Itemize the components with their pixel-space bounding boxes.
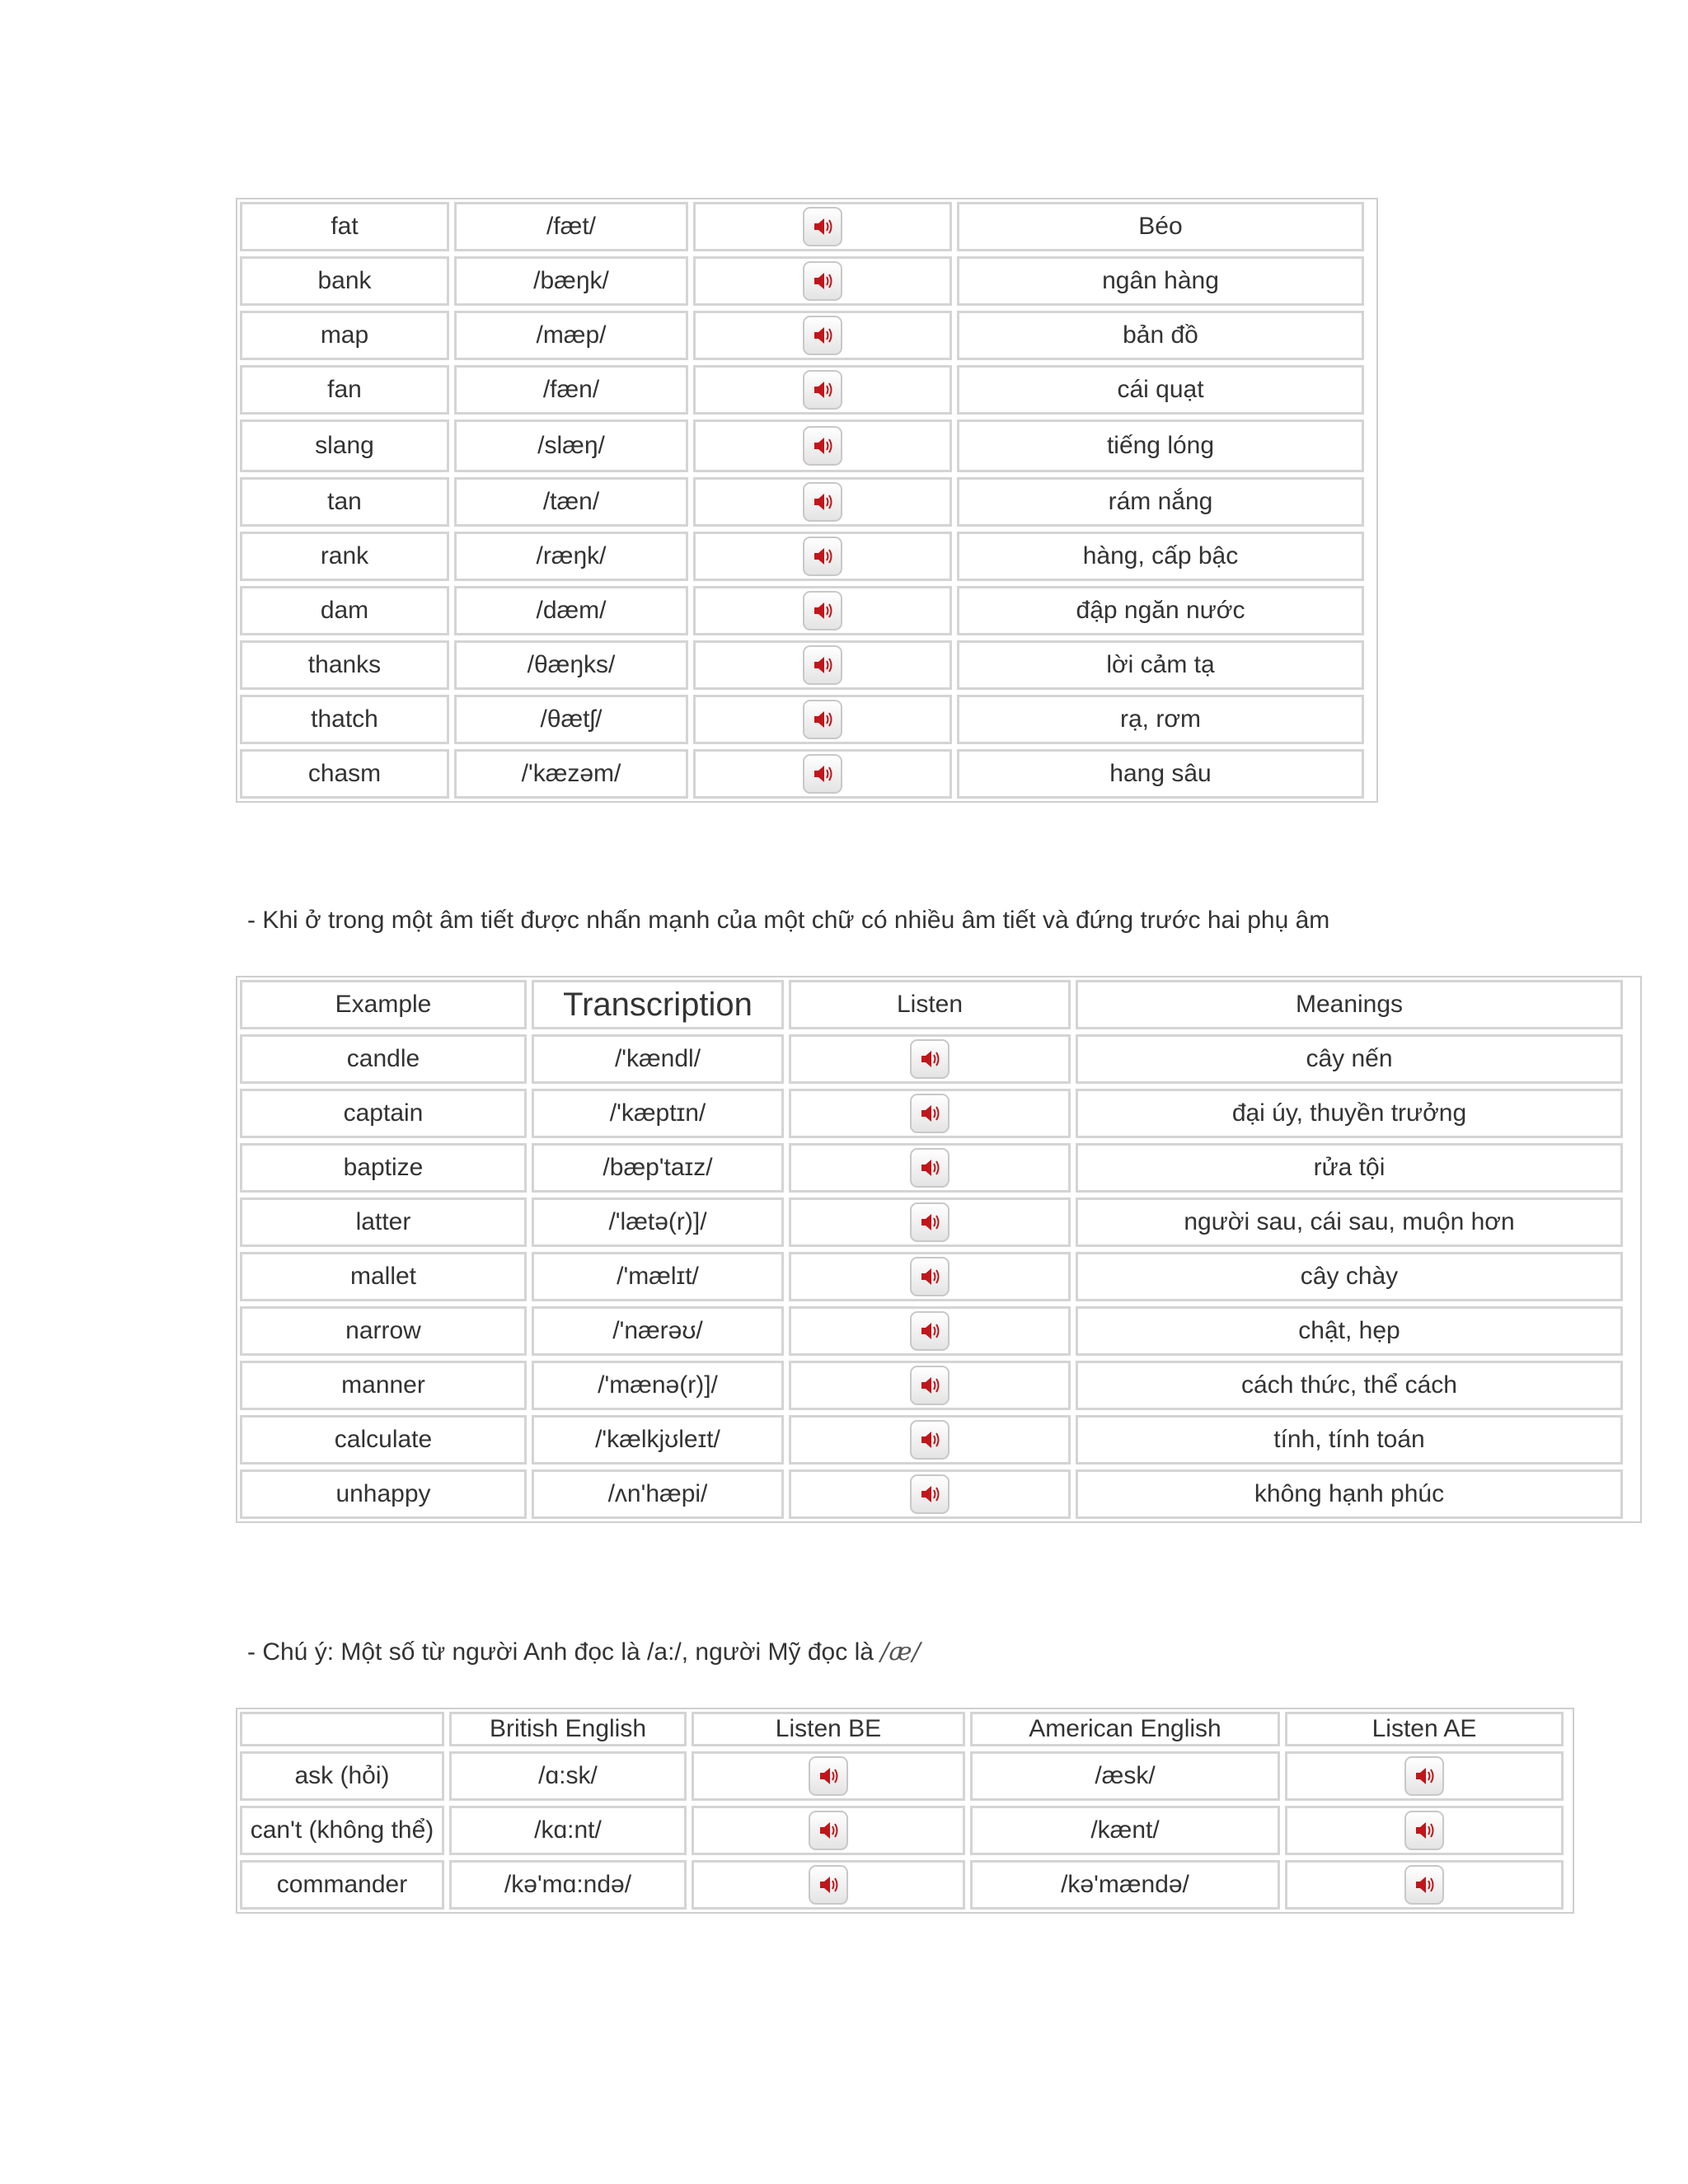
ipa-cell: /slæŋ/ (454, 419, 688, 472)
table-row (237, 583, 1376, 638)
listen-button[interactable] (803, 482, 842, 522)
note-text: - Khi ở trong một âm tiết được nhấn mạnh của một chữ có nhiều âm tiết và đứng trước hai phụ âm (247, 907, 1330, 934)
word-cell: ask (hỏi) (240, 1751, 444, 1801)
listen-button[interactable] (1404, 1865, 1444, 1905)
meaning-cell: cái quạt (957, 365, 1364, 415)
listen-button[interactable] (803, 591, 842, 630)
ipa-cell: /'nærəʊ/ (532, 1306, 784, 1356)
listen-button[interactable] (910, 1474, 950, 1514)
listen-button[interactable] (910, 1366, 950, 1405)
table-row (237, 1467, 1640, 1521)
listen-cell (789, 1034, 1071, 1084)
listen-cell (693, 749, 952, 799)
speaker-icon (809, 377, 836, 403)
listen-button[interactable] (1404, 1756, 1444, 1796)
header-example: Example (240, 980, 527, 1029)
word-cell: map (240, 311, 449, 360)
ipa-cell: /fæn/ (454, 365, 688, 415)
meaning-cell: cây chày (1076, 1252, 1623, 1301)
ipa-cell: /'mænə(r)]/ (532, 1361, 784, 1410)
listen-button[interactable] (803, 537, 842, 576)
meaning-cell: không hạnh phúc (1076, 1469, 1623, 1519)
note-ipa: /æ/ (880, 1638, 921, 1666)
ipa-cell: /θæŋks/ (454, 640, 688, 690)
ipa-cell: /θætʃ/ (454, 695, 688, 744)
table-row (237, 1086, 1640, 1141)
speaker-icon (809, 543, 836, 569)
meaning-cell: cây nến (1076, 1034, 1623, 1084)
ipa-cell: /fæt/ (454, 202, 688, 251)
listen-cell (789, 1252, 1071, 1301)
listen-cell (789, 1089, 1071, 1138)
listen-button[interactable] (1404, 1811, 1444, 1850)
table-row (237, 363, 1376, 417)
word-cell: mallet (240, 1252, 527, 1301)
listen-cell (789, 1361, 1071, 1410)
meaning-cell: chật, hẹp (1076, 1306, 1623, 1356)
listen-cell (693, 640, 952, 690)
speaker-icon (917, 1155, 943, 1181)
listen-cell (789, 1469, 1071, 1519)
table-row (237, 692, 1376, 747)
ipa-cell: /bæp'taɪz/ (532, 1143, 784, 1193)
speaker-icon (809, 322, 836, 349)
word-cell: slang (240, 419, 449, 472)
listen-button[interactable] (803, 754, 842, 794)
speaker-icon (917, 1263, 943, 1290)
word-cell: thatch (240, 695, 449, 744)
speaker-icon (917, 1318, 943, 1344)
listen-cell (693, 586, 952, 635)
meaning-cell: người sau, cái sau, muộn hơn (1076, 1197, 1623, 1247)
listen-button[interactable] (910, 1311, 950, 1351)
listen-ae-cell (1285, 1860, 1564, 1910)
ipa-cell: /'kælkjʊleɪt/ (532, 1415, 784, 1465)
header-listen-be: Listen BE (692, 1712, 965, 1746)
ipa-cell: /'kæptɪn/ (532, 1089, 784, 1138)
american-ipa-cell: /æsk/ (970, 1751, 1280, 1801)
table-row (237, 1749, 1573, 1803)
meaning-cell: rửa tội (1076, 1143, 1623, 1193)
header-transcription: Transcription (532, 980, 784, 1029)
table-row (237, 638, 1376, 692)
word-cell: manner (240, 1361, 527, 1410)
word-cell: fat (240, 202, 449, 251)
table-row (237, 1304, 1640, 1358)
meaning-cell: cách thức, thể cách (1076, 1361, 1623, 1410)
word-cell: chasm (240, 749, 449, 799)
word-cell: rank (240, 532, 449, 581)
ipa-cell: /tæn/ (454, 477, 688, 527)
speaker-icon (1411, 1763, 1437, 1789)
word-cell: captain (240, 1089, 527, 1138)
meaning-cell: hang sâu (957, 749, 1364, 799)
meaning-cell: đập ngăn nước (957, 586, 1364, 635)
word-cell: dam (240, 586, 449, 635)
listen-button[interactable] (809, 1811, 848, 1850)
word-cell: fan (240, 365, 449, 415)
word-cell: calculate (240, 1415, 527, 1465)
listen-cell (693, 477, 952, 527)
word-cell: thanks (240, 640, 449, 690)
ipa-cell: /dæm/ (454, 586, 688, 635)
note-text: - Chú ý: Một số từ người Anh đọc là /a:/, người Mỹ đọc là (247, 1638, 881, 1666)
ipa-cell: /ræŋk/ (454, 532, 688, 581)
listen-button[interactable] (910, 1148, 950, 1188)
listen-be-cell (692, 1751, 965, 1801)
speaker-icon (809, 652, 836, 678)
speaker-icon (917, 1100, 943, 1127)
listen-cell (693, 419, 952, 472)
listen-cell (693, 532, 952, 581)
word-cell: bank (240, 256, 449, 306)
table-row (237, 1803, 1573, 1858)
table-row (237, 747, 1376, 801)
listen-cell (693, 695, 952, 744)
word-cell: tan (240, 477, 449, 527)
listen-button[interactable] (803, 700, 842, 739)
table-row (237, 1358, 1640, 1413)
speaker-icon (809, 433, 836, 459)
speaker-icon (809, 213, 836, 240)
note-british-american (247, 1638, 921, 1666)
american-ipa-cell: /kænt/ (970, 1806, 1280, 1855)
listen-button[interactable] (803, 370, 842, 410)
listen-button[interactable] (910, 1257, 950, 1296)
listen-button[interactable] (803, 261, 842, 301)
header-listen-ae: Listen AE (1285, 1712, 1564, 1746)
ipa-cell: /'kæzəm/ (454, 749, 688, 799)
header-meanings: Meanings (1076, 980, 1623, 1029)
listen-button[interactable] (910, 1094, 950, 1133)
listen-cell (789, 1197, 1071, 1247)
table-row (237, 1032, 1640, 1086)
listen-button[interactable] (910, 1420, 950, 1460)
table-ae-short-words (236, 198, 1378, 803)
ipa-cell: /bæŋk/ (454, 256, 688, 306)
meaning-cell: hàng, cấp bậc (957, 532, 1364, 581)
meaning-cell: tiếng lóng (957, 419, 1364, 472)
listen-cell (789, 1143, 1071, 1193)
ipa-cell: /'lætə(r)]/ (532, 1197, 784, 1247)
speaker-icon (917, 1427, 943, 1453)
listen-button[interactable] (803, 645, 842, 685)
british-ipa-cell: /kə'mɑ:ndə/ (449, 1860, 687, 1910)
listen-cell (789, 1306, 1071, 1356)
ipa-cell: /'kændl/ (532, 1034, 784, 1084)
table-row (237, 475, 1376, 529)
word-cell: commander (240, 1860, 444, 1910)
speaker-icon (815, 1763, 842, 1789)
speaker-icon (1411, 1872, 1437, 1898)
word-cell: latter (240, 1197, 527, 1247)
table-row (237, 1249, 1640, 1304)
table-row (237, 254, 1376, 308)
ipa-cell: /mæp/ (454, 311, 688, 360)
speaker-icon (1411, 1817, 1437, 1844)
speaker-icon (917, 1046, 943, 1072)
speaker-icon (815, 1817, 842, 1844)
table-row (237, 1195, 1640, 1249)
header-british: British English (449, 1712, 687, 1746)
word-cell: candle (240, 1034, 527, 1084)
speaker-icon (917, 1209, 943, 1235)
table-row (237, 308, 1376, 363)
speaker-icon (917, 1372, 943, 1399)
listen-button[interactable] (809, 1756, 848, 1796)
note-stressed-syllable (247, 907, 1329, 935)
table-row (237, 529, 1376, 583)
ipa-cell: /ʌn'hæpi/ (532, 1469, 784, 1519)
header-listen: Listen (789, 980, 1071, 1029)
speaker-icon (809, 706, 836, 733)
american-ipa-cell: /kə'mændə/ (970, 1860, 1280, 1910)
header-american: American English (970, 1712, 1280, 1746)
meaning-cell: Béo (957, 202, 1364, 251)
meaning-cell: rạ, rơm (957, 695, 1364, 744)
table-row (237, 1413, 1640, 1467)
listen-be-cell (692, 1806, 965, 1855)
meaning-cell: đại úy, thuyền trưởng (1076, 1089, 1623, 1138)
word-cell: unhappy (240, 1469, 527, 1519)
word-cell: can't (không thể) (240, 1806, 444, 1855)
table-british-vs-american (236, 1708, 1574, 1914)
speaker-icon (815, 1872, 842, 1898)
meaning-cell: bản đồ (957, 311, 1364, 360)
speaker-icon (809, 598, 836, 624)
meaning-cell: ngân hàng (957, 256, 1364, 306)
listen-button[interactable] (910, 1202, 950, 1242)
british-ipa-cell: /kɑ:nt/ (449, 1806, 687, 1855)
listen-button[interactable] (803, 316, 842, 355)
speaker-icon (809, 268, 836, 294)
header-blank (240, 1712, 444, 1746)
listen-button[interactable] (803, 426, 842, 466)
listen-button[interactable] (803, 207, 842, 246)
listen-be-cell (692, 1860, 965, 1910)
table-row (237, 417, 1376, 475)
ipa-cell: /'mælɪt/ (532, 1252, 784, 1301)
table-header-row (237, 977, 1640, 1032)
listen-cell (693, 365, 952, 415)
table-stressed-syllable-words (236, 976, 1642, 1523)
listen-cell (693, 202, 952, 251)
speaker-icon (917, 1481, 943, 1507)
word-cell: narrow (240, 1306, 527, 1356)
table-row (237, 1141, 1640, 1195)
meaning-cell: rám nắng (957, 477, 1364, 527)
table-row (237, 1858, 1573, 1912)
listen-button[interactable] (910, 1039, 950, 1079)
listen-ae-cell (1285, 1751, 1564, 1801)
word-cell: baptize (240, 1143, 527, 1193)
listen-cell (693, 256, 952, 306)
speaker-icon (809, 761, 836, 787)
listen-button[interactable] (809, 1865, 848, 1905)
table-header-row (237, 1709, 1573, 1749)
table-row (237, 199, 1376, 254)
meaning-cell: tính, tính toán (1076, 1415, 1623, 1465)
speaker-icon (809, 489, 836, 515)
listen-cell (789, 1415, 1071, 1465)
british-ipa-cell: /ɑ:sk/ (449, 1751, 687, 1801)
listen-cell (693, 311, 952, 360)
listen-ae-cell (1285, 1806, 1564, 1855)
meaning-cell: lời cảm tạ (957, 640, 1364, 690)
